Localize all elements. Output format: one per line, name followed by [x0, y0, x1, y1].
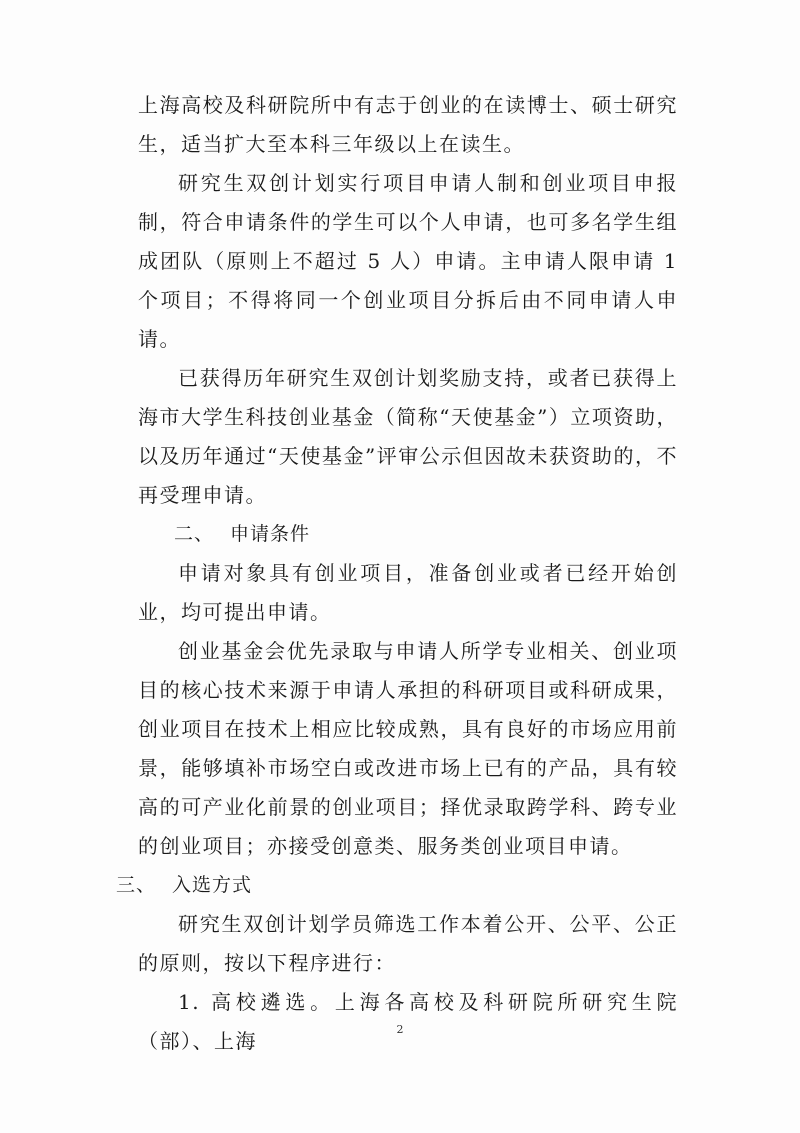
body-text	[116, 86, 678, 1061]
paragraph-selection-principles: 研究生双创计划学员筛选工作本着公开、公平、公正的原则，按以下程序进行：	[138, 912, 678, 975]
page-number: 2	[396, 1023, 404, 1036]
section-number: 三、	[116, 874, 157, 896]
paragraph-university-selection: 1. 高校遴选。上海各高校及科研院所研究生院（部）、上海	[138, 990, 678, 1053]
paragraph-priority-criteria: 创业基金会优先录取与申请人所学专业相关、创业项目的核心技术来源于申请人承担的科研项目或科研成果，创业项目在技术上相应比较成熟，具有良好的市场应用前景，能够填补市场空白或改进市场上已有的产品，具有较高的可产业化前景的创业项目；择优录取跨学科、跨专业的创业项目；亦接受创意类、服务类创业项目申请。	[138, 639, 678, 858]
section-number: 二、	[174, 523, 215, 545]
paragraph-applicant-projects: 申请对象具有创业项目，准备创业或者已经开始创业，均可提出申请。	[138, 561, 678, 624]
section-title: 入选方式	[172, 874, 253, 896]
section-heading-selection	[116, 866, 678, 905]
section-title: 申请条件	[230, 523, 311, 545]
paragraph-eligible-students: 上海高校及科研院所中有志于创业的在读博士、硕士研究生，适当扩大至本科三年级以上在读生。	[138, 93, 678, 156]
section-heading-conditions	[138, 515, 678, 554]
paragraph-exclusions: 已获得历年研究生双创计划奖励支持，或者已获得上海市大学生科技创业基金（简称“天使基金”）立项资助，以及历年通过“天使基金”评审公示但因故未获资助的，不再受理申请。	[138, 366, 678, 507]
paragraph-application-system: 研究生双创计划实行项目申请人制和创业项目申报制，符合申请条件的学生可以个人申请，也可多名学生组成团队（原则上不超过 5 人）申请。主申请人限申请 1 个项目；不得将同一个创业项目分拆后由不同申请人申请。	[138, 171, 678, 351]
